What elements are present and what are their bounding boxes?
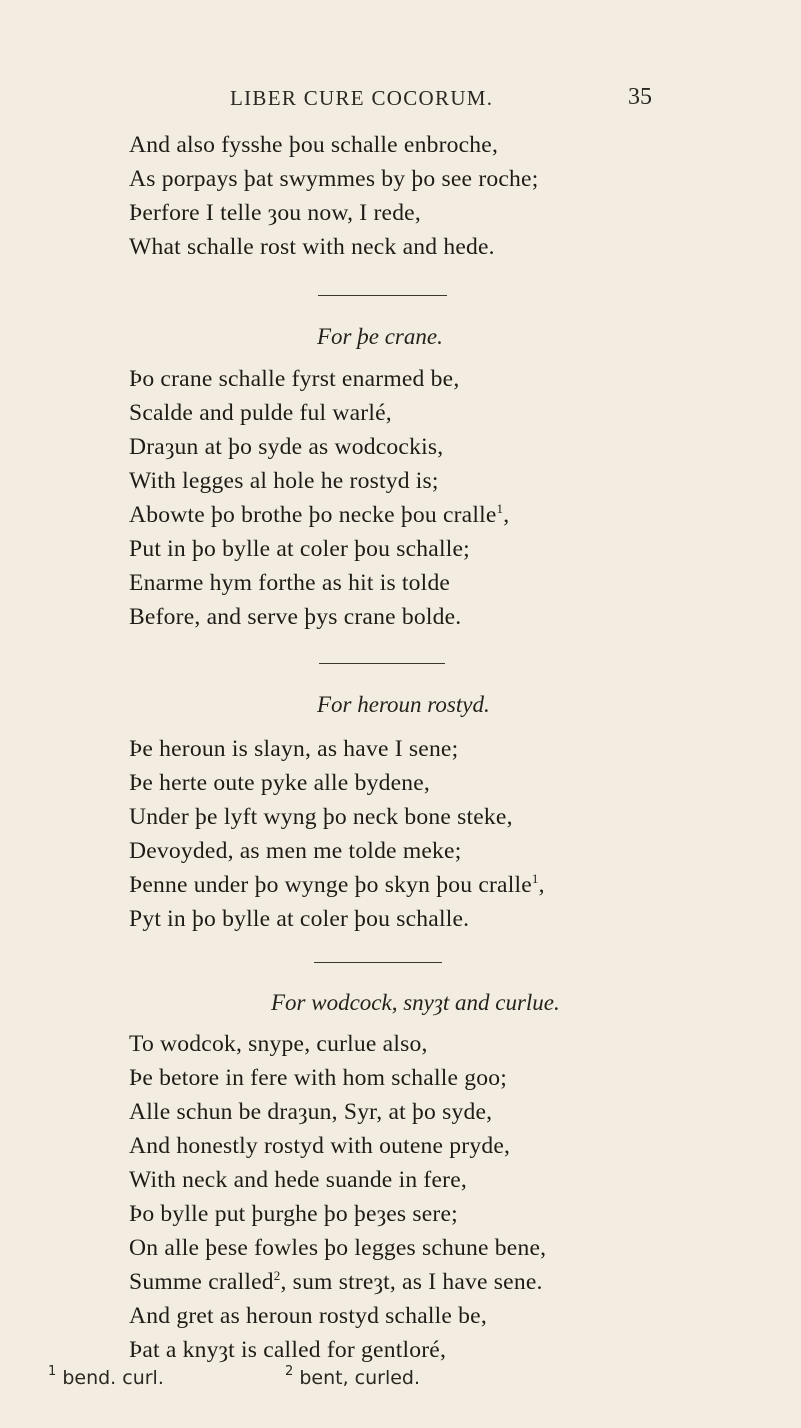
footnote-marker: 2 — [285, 1364, 294, 1379]
verse-line: Þe betore in fere with hom schalle goo; — [129, 1065, 507, 1091]
section-divider — [314, 962, 442, 963]
section-divider — [319, 663, 445, 664]
verse-line: Put in þo bylle at coler þou schalle; — [129, 536, 470, 562]
verse-line: As porpays þat swymmes by þo see roche; — [129, 166, 539, 192]
verse-text: Þenne under þo wynge þo skyn þou cralle — [129, 872, 532, 898]
verse-text: Abowte þo brothe þo necke þou cralle — [129, 502, 497, 528]
verse-line: Þe herte oute pyke alle bydene, — [129, 770, 431, 796]
footnote-text: bend. curl. — [62, 1367, 164, 1389]
verse-line: Under þe lyft wyng þo neck bone steke, — [129, 804, 513, 830]
verse-line: Þe heroun is slayn, as have I sene; — [129, 736, 459, 762]
verse-line: And also fysshe þou schalle enbroche, — [129, 132, 499, 158]
verse-text: Summe cralled — [129, 1269, 274, 1295]
verse-line — [129, 1267, 543, 1297]
verse-line: And honestly rostyd with outene pryde, — [129, 1133, 511, 1159]
section-heading: For wodcock, snyȝt and curlue. — [271, 990, 560, 1015]
verse-line: Alle schun be draȝun, Syr, at þo syde, — [129, 1099, 493, 1125]
running-title: LIBER CURE COCORUM. — [230, 86, 494, 110]
verse-line: Pyt in þo bylle at coler þou schalle. — [129, 906, 470, 932]
section-heading: For þe crane. — [317, 324, 443, 349]
verse-line — [129, 500, 509, 530]
footnote-2 — [285, 1366, 420, 1390]
verse-line: Before, and serve þys crane bolde. — [129, 604, 462, 630]
verse-line: With legges al hole he rostyd is; — [129, 468, 439, 494]
footnote-1 — [48, 1366, 164, 1390]
verse-line: And gret as heroun rostyd schalle be, — [129, 1303, 487, 1329]
footnote-text: bent, curled. — [299, 1367, 421, 1389]
verse-line: Devoyded, as men me tolde meke; — [129, 838, 462, 864]
section-heading: For heroun rostyd. — [317, 692, 490, 717]
verse-line: Draȝun at þo syde as wodcockis, — [129, 434, 444, 460]
verse-line: What schalle rost with neck and hede. — [129, 234, 495, 260]
verse-line: Scalde and pulde ful warlé, — [129, 400, 392, 426]
running-head — [0, 86, 801, 116]
verse-line: Þo bylle put þurghe þo þeȝes sere; — [129, 1201, 458, 1227]
verse-line: Þerfore I telle ȝou now, I rede, — [129, 200, 421, 226]
page-number: 35 — [628, 84, 652, 110]
verse-line: To wodcok, snype, curlue also, — [129, 1031, 428, 1057]
verse-line: Þat a knyȝt is called for gentloré, — [129, 1337, 447, 1363]
verse-line — [129, 870, 545, 900]
verse-line: Enarme hym forthe as hit is tolde — [129, 570, 451, 596]
verse-punctuation: , — [538, 872, 545, 898]
footnote-marker: 1 — [531, 871, 539, 886]
verse-line: On alle þese fowles þo legges schune bene, — [129, 1235, 547, 1261]
verse-text: , sum streȝt, as I have sene. — [280, 1269, 543, 1295]
footnote-marker: 2 — [273, 1268, 281, 1283]
footnote-marker: 1 — [496, 501, 504, 516]
section-divider — [318, 295, 447, 296]
footnote-marker: 1 — [48, 1364, 57, 1379]
verse-punctuation: , — [503, 502, 510, 528]
verse-line: With neck and hede suande in fere, — [129, 1167, 467, 1193]
verse-line: Þo crane schalle fyrst enarmed be, — [129, 366, 460, 392]
